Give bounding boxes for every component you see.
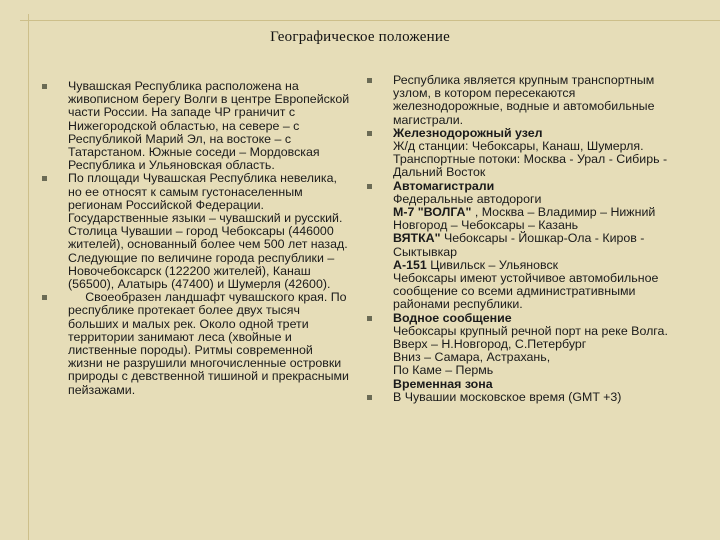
vyatka-code: ВЯТКА"	[393, 231, 441, 246]
water-up: Вверх – Н.Новгород, С.Петербург	[393, 337, 587, 352]
bullet-square-icon	[42, 176, 47, 181]
auto-note: Чебоксары имеют устойчивое автомобильное сообщение со всеми административными районами республики.	[393, 271, 659, 312]
bullet-square-icon	[367, 78, 372, 83]
left-column	[42, 79, 353, 397]
left-paragraph-2: По площади Чувашская Республика невелика, но ее относят к самым густонаселенным регионам Российской Федерации. Государственные языки – чувашский и русский. Столица Чувашии – город Чебоксары (446000 жителей), основанный более чем 500 лет назад. Следующие по величине города республики – Новочебоксарск (122200 жителей), Канаш (56500), Алатырь (47400) и Шумерля (42600).	[68, 171, 348, 292]
bullet-square-icon	[367, 395, 372, 400]
left-bullet-item-2	[42, 172, 350, 291]
auto-federal: Федеральные автодороги	[393, 191, 542, 206]
right-bullet-item-3	[367, 180, 672, 312]
rail-heading: Железнодорожный узел	[393, 125, 543, 140]
left-paragraph-3: Своеобразен ландшафт чувашского края. По республике протекает более двух тысяч больших и малых рек. Около одной трети территории занимают леса (хвойные и лиственные породы). Ритмы современной жизни не разрушили многочисленные островки природы с девственной тишиной и прекрасными пейзажами.	[68, 290, 353, 397]
right-bullet-item-1	[367, 74, 672, 127]
a151-route: Цивильск – Ульяновск	[426, 257, 559, 272]
bullet-square-icon	[367, 131, 372, 136]
time-text: В Чувашии московское время (GMT +3)	[393, 389, 622, 404]
auto-heading: Автомагистрали	[393, 178, 495, 193]
vyatka-route: Чебоксары - Йошкар-Ола - Киров - Сыктывкар	[393, 231, 645, 259]
a151-code: А-151	[393, 257, 427, 272]
water-kama: По Каме – Пермь	[393, 363, 494, 378]
time-heading: Временная зона	[393, 376, 493, 391]
rail-stations: Ж/д станции: Чебоксары, Канаш, Шумерля.	[393, 139, 644, 154]
m7-route: , Москва – Владимир – Нижний Новгород – Чебоксары – Казань	[393, 205, 656, 233]
bullet-square-icon	[367, 184, 372, 189]
m7-code: М-7 "ВОЛГА"	[393, 205, 472, 220]
left-bullet-item-3	[42, 290, 353, 397]
vyatka-line	[393, 232, 672, 258]
transport-hub-text: Республика является крупным транспортным узлом, в котором пересекаются железнодорожные, водные и автомобильные магистрали.	[393, 73, 655, 127]
left-bullet-item-1	[42, 80, 350, 172]
water-heading: Водное сообщение	[393, 310, 512, 325]
frame-top-line	[20, 20, 720, 21]
bullet-square-icon	[42, 84, 47, 89]
left-paragraph-1: Чувашская Республика расположена на живописном берегу Волги в центре Европейской части России. На западе ЧР граничит с Нижегородской областью, на севере – с Республикой Марий Эл, на востоке – с Татарстаном. Южные соседи – Мордовская Республика и Ульяновская область.	[68, 79, 350, 173]
frame-left-line	[28, 14, 29, 540]
water-down: Вниз – Самара, Астрахань,	[393, 350, 551, 365]
slide-title	[0, 29, 720, 46]
bullet-square-icon	[367, 316, 372, 321]
water-port: Чебоксары крупный речной порт на реке Волга.	[393, 323, 668, 338]
right-bullet-item-4	[367, 312, 672, 391]
slide-title-text: Географическое положение	[270, 29, 450, 45]
m7-line	[393, 206, 672, 232]
right-bullet-item-5	[367, 391, 672, 404]
rail-flows: Транспортные потоки: Москва - Урал - Сибирь - Дальний Восток	[393, 152, 668, 180]
bullet-square-icon	[42, 295, 47, 300]
right-bullet-item-2	[367, 127, 672, 180]
right-column	[367, 74, 672, 404]
